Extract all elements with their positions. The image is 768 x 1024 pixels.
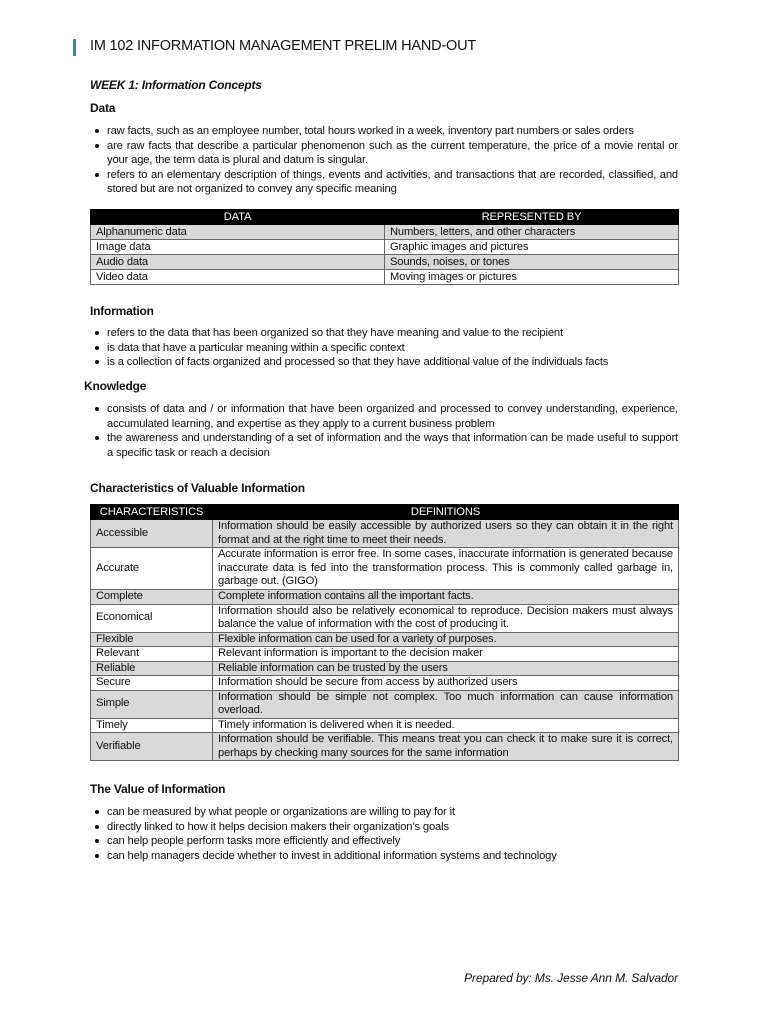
characteristic-cell: Reliable [91, 661, 213, 676]
characteristic-cell: Timely [91, 718, 213, 733]
information-heading: Information [90, 304, 154, 318]
table-row [91, 733, 679, 761]
list-item: is data that have a particular meaning within a specific context [90, 341, 678, 356]
table-cell: Audio data [91, 255, 385, 270]
definition-cell: Information should also be relatively economical to reproduce. Decision makers must always balance the value of information with the cost of producing it. [213, 604, 679, 632]
list-item: can help managers decide whether to invest in additional information systems and technology [90, 849, 678, 864]
table-header-cell: DEFINITIONS [213, 505, 679, 520]
data-types-table [90, 209, 679, 285]
characteristic-cell: Relevant [91, 647, 213, 662]
table-row [91, 270, 679, 285]
table-row [91, 632, 679, 647]
list-item: refers to the data that has been organized so that they have meaning and value to the recipient [90, 326, 678, 341]
table-cell: Sounds, noises, or tones [385, 255, 679, 270]
information-bullet-list [90, 326, 678, 370]
characteristics-table [90, 504, 679, 761]
list-item: are raw facts that describe a particular phenomenon such as the current temperature, the price of a movie rental or your age, the term data is plural and datum is singular. [90, 139, 678, 168]
table-row [91, 676, 679, 691]
list-item: can be measured by what people or organizations are willing to pay for it [90, 805, 678, 820]
table-row [91, 520, 679, 548]
data-heading: Data [90, 101, 116, 115]
value-bullet-list [90, 805, 678, 863]
definition-cell: Flexible information can be used for a variety of purposes. [213, 632, 679, 647]
characteristic-cell: Accurate [91, 548, 213, 590]
definition-cell: Timely information is delivered when it is needed. [213, 718, 679, 733]
prepared-by-footer: Prepared by: Ms. Jesse Ann M. Salvador [464, 971, 678, 985]
definition-cell: Information should be secure from access by authorized users [213, 676, 679, 691]
list-item: raw facts, such as an employee number, total hours worked in a week, inventory part numbers or sales orders [90, 124, 678, 139]
table-row [91, 548, 679, 590]
value-heading: The Value of Information [90, 782, 226, 796]
characteristic-cell: Secure [91, 676, 213, 691]
characteristic-cell: Complete [91, 590, 213, 605]
table-row [91, 647, 679, 662]
definition-cell: Accurate information is error free. In some cases, inaccurate information is generated because inaccurate data is fed into the transformation process. This is commonly called garbage in, garbage out. (GIGO) [213, 548, 679, 590]
characteristic-cell: Verifiable [91, 733, 213, 761]
characteristic-cell: Simple [91, 690, 213, 718]
list-item: directly linked to how it helps decision makers their organization’s goals [90, 820, 678, 835]
characteristic-cell: Flexible [91, 632, 213, 647]
table-cell: Numbers, letters, and other characters [385, 225, 679, 240]
table-row [91, 718, 679, 733]
table-cell: Alphanumeric data [91, 225, 385, 240]
table-header-cell: CHARACTERISTICS [91, 505, 213, 520]
table-header-row [91, 210, 679, 225]
knowledge-bullet-list [90, 402, 678, 460]
table-header-cell: DATA [91, 210, 385, 225]
table-row [91, 225, 679, 240]
definition-cell: Relevant information is important to the decision maker [213, 647, 679, 662]
definition-cell: Reliable information can be trusted by the users [213, 661, 679, 676]
list-item: is a collection of facts organized and processed so that they have additional value of the individuals facts [90, 355, 678, 370]
characteristics-heading: Characteristics of Valuable Information [90, 481, 305, 495]
characteristic-cell: Accessible [91, 520, 213, 548]
table-cell: Moving images or pictures [385, 270, 679, 285]
header-accent-bar [73, 39, 76, 56]
definition-cell: Information should be simple not complex. Too much information can cause information overload. [213, 690, 679, 718]
table-row [91, 690, 679, 718]
table-cell: Video data [91, 270, 385, 285]
list-item: can help people perform tasks more efficiently and effectively [90, 834, 678, 849]
table-row [91, 661, 679, 676]
definition-cell: Information should be verifiable. This means treat you can check it to make sure it is correct, perhaps by checking many sources for the same information [213, 733, 679, 761]
list-item: refers to an elementary description of things, events and activities, and transactions that are recorded, classified, and stored but are not organized to convey any specific meaning [90, 168, 678, 197]
characteristic-cell: Economical [91, 604, 213, 632]
table-cell: Graphic images and pictures [385, 240, 679, 255]
table-row [91, 590, 679, 605]
table-header-cell: REPRESENTED BY [385, 210, 679, 225]
knowledge-heading: Knowledge [84, 379, 147, 393]
list-item: the awareness and understanding of a set of information and the ways that information can be made useful to support a specific task or reach a decision [90, 431, 678, 460]
table-row [91, 255, 679, 270]
definition-cell: Complete information contains all the important facts. [213, 590, 679, 605]
document-title: IM 102 INFORMATION MANAGEMENT PRELIM HAND-OUT [90, 38, 477, 54]
table-cell: Image data [91, 240, 385, 255]
table-row [91, 240, 679, 255]
table-header-row [91, 505, 679, 520]
list-item: consists of data and / or information that have been organized and processed to convey understanding, experience, accumulated learning, and expertise as they apply to a current business problem [90, 402, 678, 431]
table-row [91, 604, 679, 632]
definition-cell: Information should be easily accessible by authorized users so they can obtain it in the right format and at the right time to meet their needs. [213, 520, 679, 548]
data-bullet-list [90, 124, 678, 197]
week-heading: WEEK 1: Information Concepts [90, 78, 262, 92]
